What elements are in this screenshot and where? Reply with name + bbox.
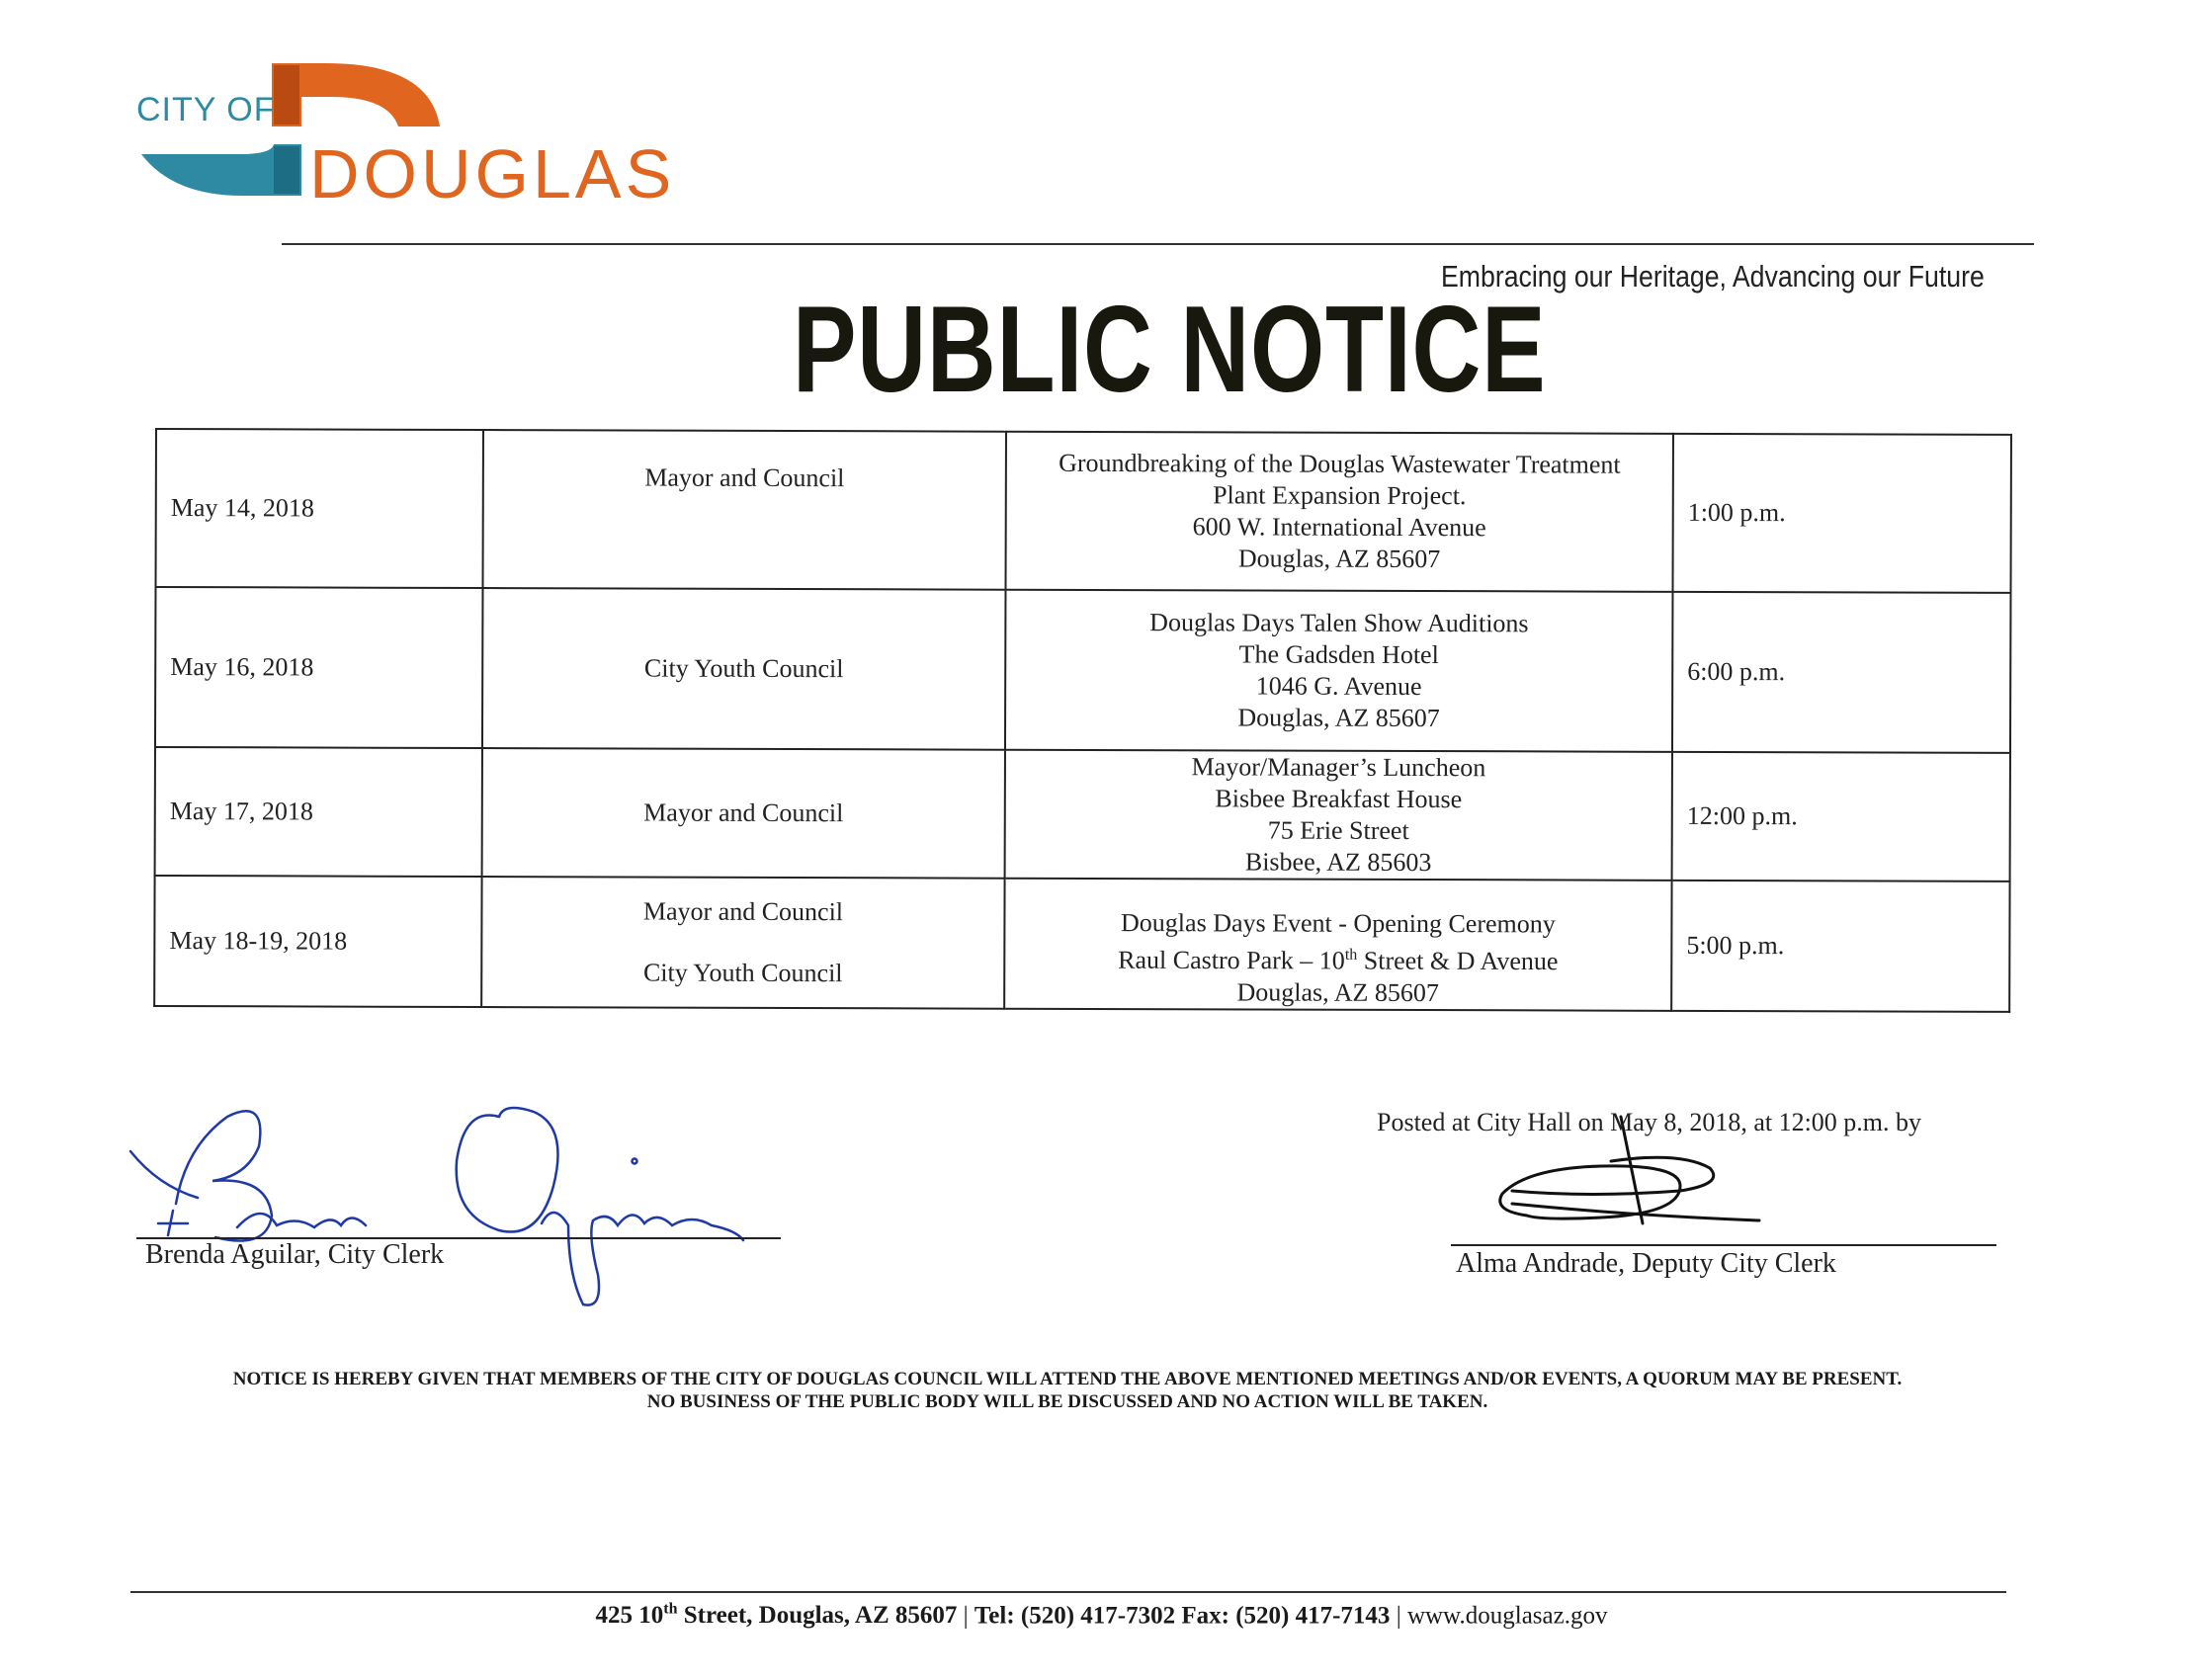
notice-line: NO BUSINESS OF THE PUBLIC BODY WILL BE DISCUSSED AND NO ACTION WILL BE TAKEN.	[646, 1391, 1488, 1412]
time-cell: 1:00 p.m.	[1672, 434, 2011, 593]
event-line: The Gadsden Hotel	[1238, 639, 1439, 670]
deputy-clerk-name: Alma Andrade, Deputy City Clerk	[1456, 1248, 1836, 1279]
event-line: 600 W. International Avenue	[1192, 512, 1486, 543]
event-line: Groundbreaking of the Douglas Wastewater Treatment	[1059, 448, 1621, 479]
time-cell: 5:00 p.m.	[1671, 881, 2009, 1012]
event-line: Douglas, AZ 85607	[1237, 544, 1441, 574]
group-name: Mayor and Council	[642, 896, 844, 927]
date-cell: May 18-19, 2018	[154, 876, 481, 1007]
tagline: Embracing our Heritage, Advancing our Future	[1441, 259, 1985, 294]
date-cell: May 16, 2018	[155, 587, 483, 748]
footer-address	[596, 1602, 958, 1629]
event-line: Douglas, AZ 85607	[1237, 703, 1440, 733]
address-sup: th	[663, 1601, 678, 1618]
footer-rule	[130, 1591, 2006, 1593]
event-line: Mayor/Manager’s Luncheon	[1191, 752, 1486, 783]
time-cell: 6:00 p.m.	[1672, 592, 2011, 753]
logo-city-of: CITY OF	[136, 91, 276, 128]
event-line: Douglas Days Talen Show Auditions	[1149, 608, 1529, 638]
footer-contact: Tel: (520) 417-7302 Fax: (520) 417-7143	[974, 1602, 1391, 1630]
footer-website-link[interactable]: www.douglasaz.gov	[1406, 1602, 1608, 1630]
date-cell: May 17, 2018	[155, 747, 482, 877]
event-line: Bisbee Breakfast House	[1215, 784, 1463, 814]
clerk-name: Brenda Aguilar, City Clerk	[145, 1239, 445, 1270]
event-line: Bisbee, AZ 85603	[1244, 847, 1432, 878]
signature-line-right	[1451, 1244, 1996, 1246]
logo-douglas: DOUGLAS	[309, 135, 676, 212]
event-line: Plant Expansion Project.	[1213, 480, 1467, 511]
notice-line: NOTICE IS HEREBY GIVEN THAT MEMBERS OF THE CITY OF DOUGLAS COUNCIL WILL ATTEND THE ABOVE MENTIONED MEETINGS AND/OR EVENTS, A QUORUM MAY BE PRESENT.	[232, 1369, 1903, 1389]
event-line: Douglas Days Event - Opening Ceremony	[1121, 908, 1556, 939]
event-line: Douglas, AZ 85607	[1236, 977, 1439, 1008]
event-sup: th	[1344, 947, 1358, 965]
event-line: 75 Erie Street	[1267, 815, 1409, 845]
group-name: City Youth Council	[643, 653, 844, 684]
signature-left	[130, 1108, 743, 1305]
group-name: City Youth Council	[642, 958, 843, 988]
event-line: 1046 G. Avenue	[1255, 671, 1422, 702]
address-street: Street, Douglas, AZ 85607	[677, 1602, 958, 1630]
footer	[0, 1601, 2203, 1630]
footer-separator: |	[957, 1602, 974, 1630]
page-title: PUBLIC NOTICE	[793, 282, 1547, 418]
date-cell: May 14, 2018	[155, 429, 483, 588]
group-name: Mayor and Council	[644, 462, 845, 493]
posted-statement: Posted at City Hall on May 8, 2018, at 12:00 p.m. by	[1377, 1108, 1922, 1136]
legal-notice	[119, 1368, 2016, 1413]
group-name: Mayor and Council	[643, 798, 844, 828]
footer-separator: |	[1390, 1602, 1407, 1630]
event-text: Street & D Avenue	[1357, 946, 1559, 976]
time-cell: 12:00 p.m.	[1672, 752, 2010, 882]
event-text: Raul Castro Park – 10	[1118, 946, 1345, 975]
address-number: 425 10	[595, 1602, 664, 1630]
